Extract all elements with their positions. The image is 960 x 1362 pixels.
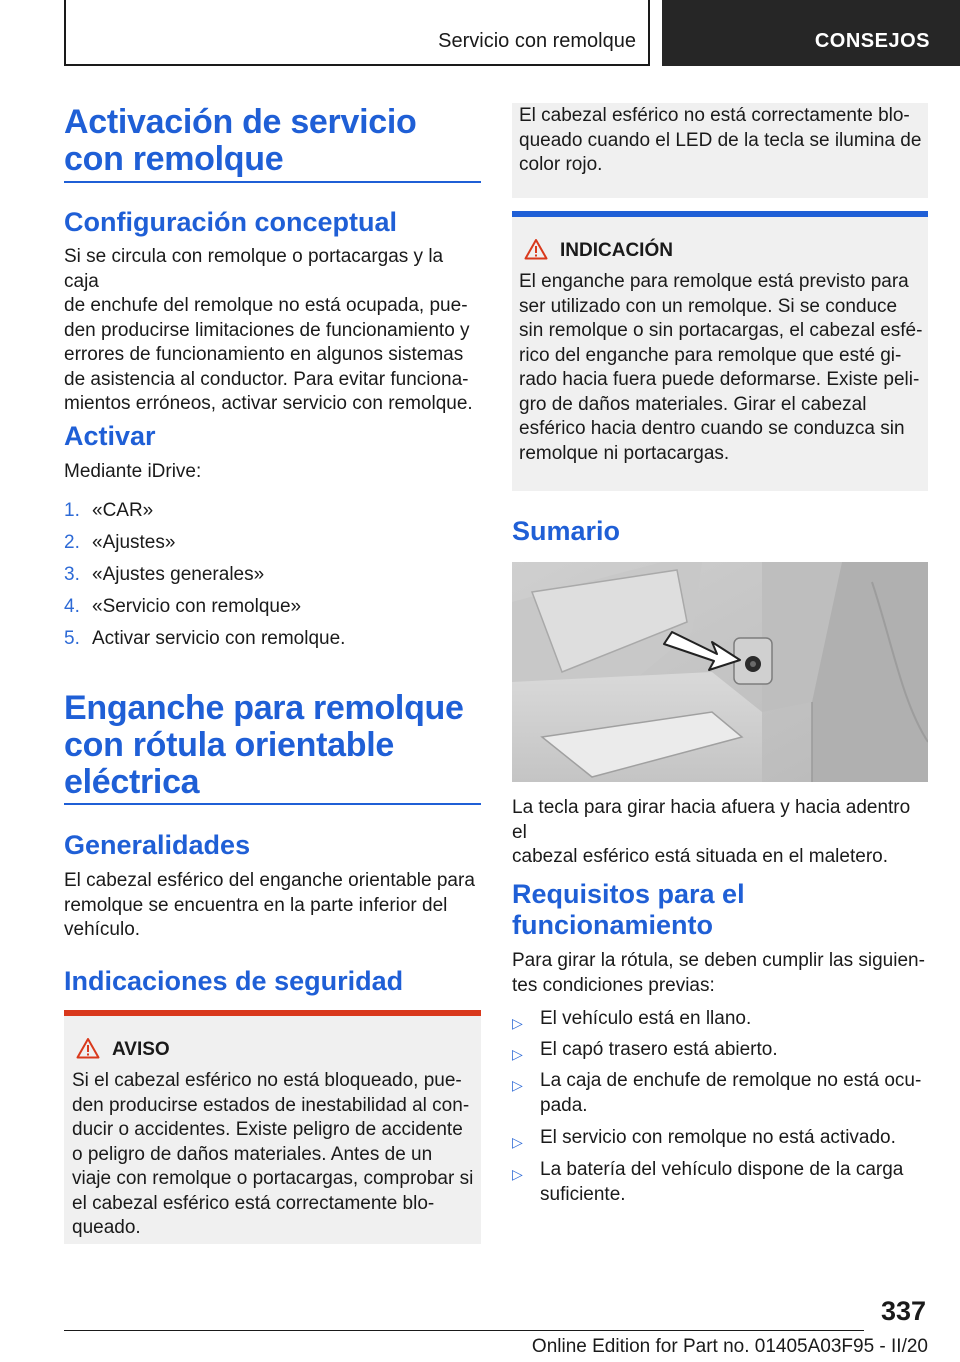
notice-bar (512, 211, 928, 217)
text-line: vehículo. (64, 919, 141, 940)
paragraph-concept (64, 245, 481, 417)
bullet-triangle-icon: ▷ (512, 1046, 523, 1062)
bullet-triangle-icon: ▷ (512, 1166, 523, 1182)
paragraph-general (64, 869, 481, 943)
list-item (64, 499, 153, 523)
notice-text (519, 270, 924, 466)
list-item (512, 1007, 928, 1032)
list-text (540, 1126, 928, 1151)
text-line: gro de daños materiales. Girar el cabezal (519, 393, 867, 415)
text-line: El servicio con remolque no está activado. (540, 1127, 896, 1148)
warning-text (72, 1069, 476, 1241)
list-item (512, 1158, 928, 1208)
warning-box (64, 1010, 481, 1244)
text-line: mientos erróneos, activar servicio con remolque. (64, 393, 473, 414)
header-rule-left (64, 0, 66, 66)
text-line: errores de funcionamiento en algunos sistemas (64, 344, 464, 365)
text-line: Si el cabezal esférico no está bloqueado, pue- (72, 1070, 462, 1091)
warning-triangle-icon (524, 238, 548, 260)
text-line: El cabezal esférico no está correctamente blo- (519, 105, 910, 126)
list-item (512, 1069, 928, 1119)
text-line: ducir o accidentes. Existe peligro de accidente (72, 1119, 463, 1140)
notice-title: INDICACIÓN (560, 240, 673, 261)
heading-line: con rótula orientable (64, 726, 394, 764)
text-line: Si se circula con remolque o portacargas y la caja (64, 246, 444, 292)
heading-summary: Sumario (512, 516, 621, 546)
list-item (64, 531, 175, 555)
list-text: «Ajustes generales» (92, 564, 265, 585)
chapter-tab[interactable] (662, 0, 960, 66)
list-text (540, 1007, 928, 1032)
heading-rule (64, 803, 481, 805)
text-line: El vehículo está en llano. (540, 1008, 752, 1029)
text-line: de enchufe del remolque no está ocupada, pue- (64, 295, 468, 316)
list-number: 2. (64, 532, 80, 553)
notice-box (512, 211, 928, 491)
list-number: 1. (64, 500, 80, 521)
text-line: tes condiciones previas: (512, 974, 715, 996)
text-line: den producirse estados de inestabilidad al con- (72, 1094, 470, 1116)
text-line: queado. (72, 1217, 141, 1238)
list-item (64, 595, 301, 619)
list-text: «Ajustes» (92, 532, 176, 553)
footer-rule (64, 1330, 864, 1331)
list-item (64, 627, 345, 651)
text-line: remolque ni portacargas. (519, 442, 730, 464)
heading-rule (64, 181, 481, 183)
heading-concept: Configuración conceptual (64, 207, 398, 237)
paragraph-idrive: Mediante iDrive: (64, 461, 202, 482)
warning-bar (64, 1010, 481, 1016)
text-line: La tecla para girar hacia afuera y hacia adentro el (512, 797, 911, 843)
text-line: remolque se encuentra en la parte inferior del (64, 894, 448, 916)
text-line: suficiente. (540, 1183, 626, 1205)
list-item (512, 1126, 928, 1151)
continued-warning-box (512, 103, 928, 198)
warning-title: AVISO (112, 1039, 170, 1060)
list-text (540, 1038, 928, 1063)
text-line: rico del enganche para remolque que esté gi- (519, 344, 902, 366)
running-header-section: Servicio con remolque (438, 30, 636, 52)
text-line: de asistencia al conductor. Para evitar funciona- (64, 368, 469, 390)
text-line: La batería del vehículo dispone de la carga (540, 1159, 904, 1180)
trunk-illustration (512, 562, 928, 782)
paragraph-requirements (512, 949, 928, 998)
text-line: o peligro de daños materiales. Antes de un (72, 1143, 433, 1165)
text-line: La caja de enchufe de remolque no está ocu- (540, 1070, 922, 1091)
text-line: rado hacia fuera puede deformarse. Existe peli- (519, 369, 920, 390)
text-line: pada. (540, 1094, 588, 1116)
list-item (64, 563, 264, 587)
text-line: El enganche para remolque está previsto para (519, 271, 909, 292)
text-line: sin remolque o sin portacargas, el cabezal esfé- (519, 320, 923, 341)
list-text: «Servicio con remolque» (92, 596, 302, 617)
trunk-button-photo (512, 562, 928, 782)
list-text (540, 1158, 928, 1207)
text-line: viaje con remolque o portacargas, comprobar si (72, 1168, 474, 1189)
bullet-triangle-icon: ▷ (512, 1077, 523, 1093)
warning-triangle-icon (76, 1037, 100, 1059)
text-line: cabezal esférico está situada en el maletero. (512, 846, 888, 867)
text-line: Para girar la rótula, se deben cumplir las siguien- (512, 950, 925, 971)
page-number: 337 (880, 1296, 926, 1326)
chapter-tab-label: CONSEJOS (814, 30, 930, 52)
text-line: color rojo. (519, 154, 603, 175)
heading-requirements (512, 879, 928, 941)
text-line: El cabezal esférico del enganche orientable para (64, 870, 475, 891)
text-line: queado cuando el LED de la tecla se ilumina de (519, 129, 922, 151)
continued-warning-text (519, 104, 924, 178)
list-text: «CAR» (92, 500, 154, 521)
header-rule-middle (648, 0, 650, 66)
heading-line: eléctrica (64, 763, 200, 801)
text-line: den producirse limitaciones de funcionamiento y (64, 319, 470, 341)
heading-line: Enganche para remolque (64, 689, 464, 727)
list-text (540, 1069, 928, 1118)
list-number: 5. (64, 628, 80, 649)
list-number: 4. (64, 596, 80, 617)
text-line: El capó trasero está abierto. (540, 1039, 778, 1060)
text-line: esférico hacia dentro cuando se conduzca sin (519, 418, 905, 439)
heading-general: Generalidades (64, 830, 251, 860)
header-rule-bottom (64, 64, 650, 66)
bullet-triangle-icon: ▷ (512, 1015, 523, 1031)
bullet-triangle-icon: ▷ (512, 1134, 523, 1150)
list-item (512, 1038, 928, 1063)
list-text: Activar servicio con remolque. (92, 628, 346, 649)
heading-hitch (64, 690, 481, 801)
heading-line: funcionamiento (512, 910, 713, 940)
text-line: el cabezal esférico está correctamente blo- (72, 1192, 435, 1214)
heading-activation: Activación de servicio con remolque (64, 103, 417, 178)
heading-line: Requisitos para el (512, 879, 745, 909)
text-line: ser utilizado con un remolque. Si se conduce (519, 295, 898, 317)
list-number: 3. (64, 564, 80, 585)
photo-caption (512, 796, 928, 870)
heading-safety: Indicaciones de seguridad (64, 966, 404, 996)
heading-activate: Activar (64, 421, 156, 451)
footer-edition: Online Edition for Part no. 01405A03F95 - II/20 (531, 1336, 928, 1357)
